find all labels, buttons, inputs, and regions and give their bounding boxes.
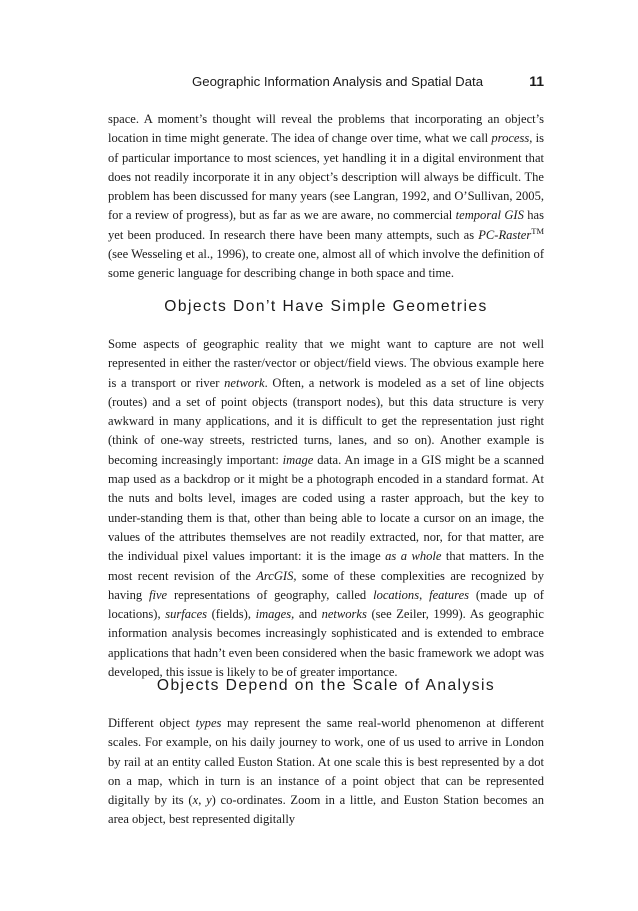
body-paragraph-scale: Different object types may represent the same real-world phenomenon at different scales. For example, on his daily journey to work, one of us used to arrive in London by rail at an entity called Euston Station. At one scale this is best represented by a dot on a map, which in turn is an instance of a point object that can be represented digitally by its (x, y) co-ordinates. Zoom in a little, and Euston Station becomes an area object, best represented digitally (108, 716, 544, 827)
running-title: Geographic Information Analysis and Spatial Data (192, 74, 484, 89)
body-paragraph-temporal: space. A moment’s thought will reveal the problems that incorporating an object’s location in time might generate. The idea of change over time, what we call process, is of particular importance to most sciences, yet handling it in a digital environment that does not readily incorporate it in any object’s description will always be difficult. The problem has been discussed for many years (see Langran, 1992, and O’Sullivan, 2005, for a review of progress), but as far as we are aware, no commercial temporal GIS has yet been produced. In research there have been many attempts, such as PC-Raster™ (see Wesseling et al., 1996), to create one, almost all of which involve the definition of some generic language for describing change in both space and time. (108, 112, 544, 281)
section-heading-scale-of-analysis: Objects Depend on the Scale of Analysis (156, 677, 496, 694)
page-number: 11 (529, 73, 544, 89)
body-paragraph-geometries: Some aspects of geographic reality that we might want to capture are not well represented in either the raster/vector or object/field views. The obvious example here is a transport or river network. Often, a network is modeled as a set of line objects (routes) and a set of point objects (transport nodes), but this data structure is very awkward in many applications, and it is difficult to get the representation just right (think of one-way streets, restricted turns, lanes, and so on). Another example is becoming increasingly important: image data. An image in a GIS might be a scanned map used as a backdrop or it might be a photograph encoded in a standard format. At the nuts and bolts level, images are coded using a raster approach, but the key to under-standing them is that, other than being able to locate a cursor on an image, the values of the attributes themselves are not readily extracted, nor, for that matter, are the individual pixel values important: it is the image as a whole that matters. In the most recent revision of the ArcGIS, some of these complexities are recognized by having five representations of geography, called locations, features (made up of locations), surfaces (fields), images, and networks (see Zeiler, 1999). As geographic information analysis becomes increasingly sophisticated and is extended to embrace applications that hadn’t even been considered when the basic framework we adopt was developed, this issue is likely to be of greater importance. (108, 337, 545, 680)
section-heading-simple-geometries: Objects Don’t Have Simple Geometries (164, 298, 488, 315)
running-header (108, 74, 544, 96)
